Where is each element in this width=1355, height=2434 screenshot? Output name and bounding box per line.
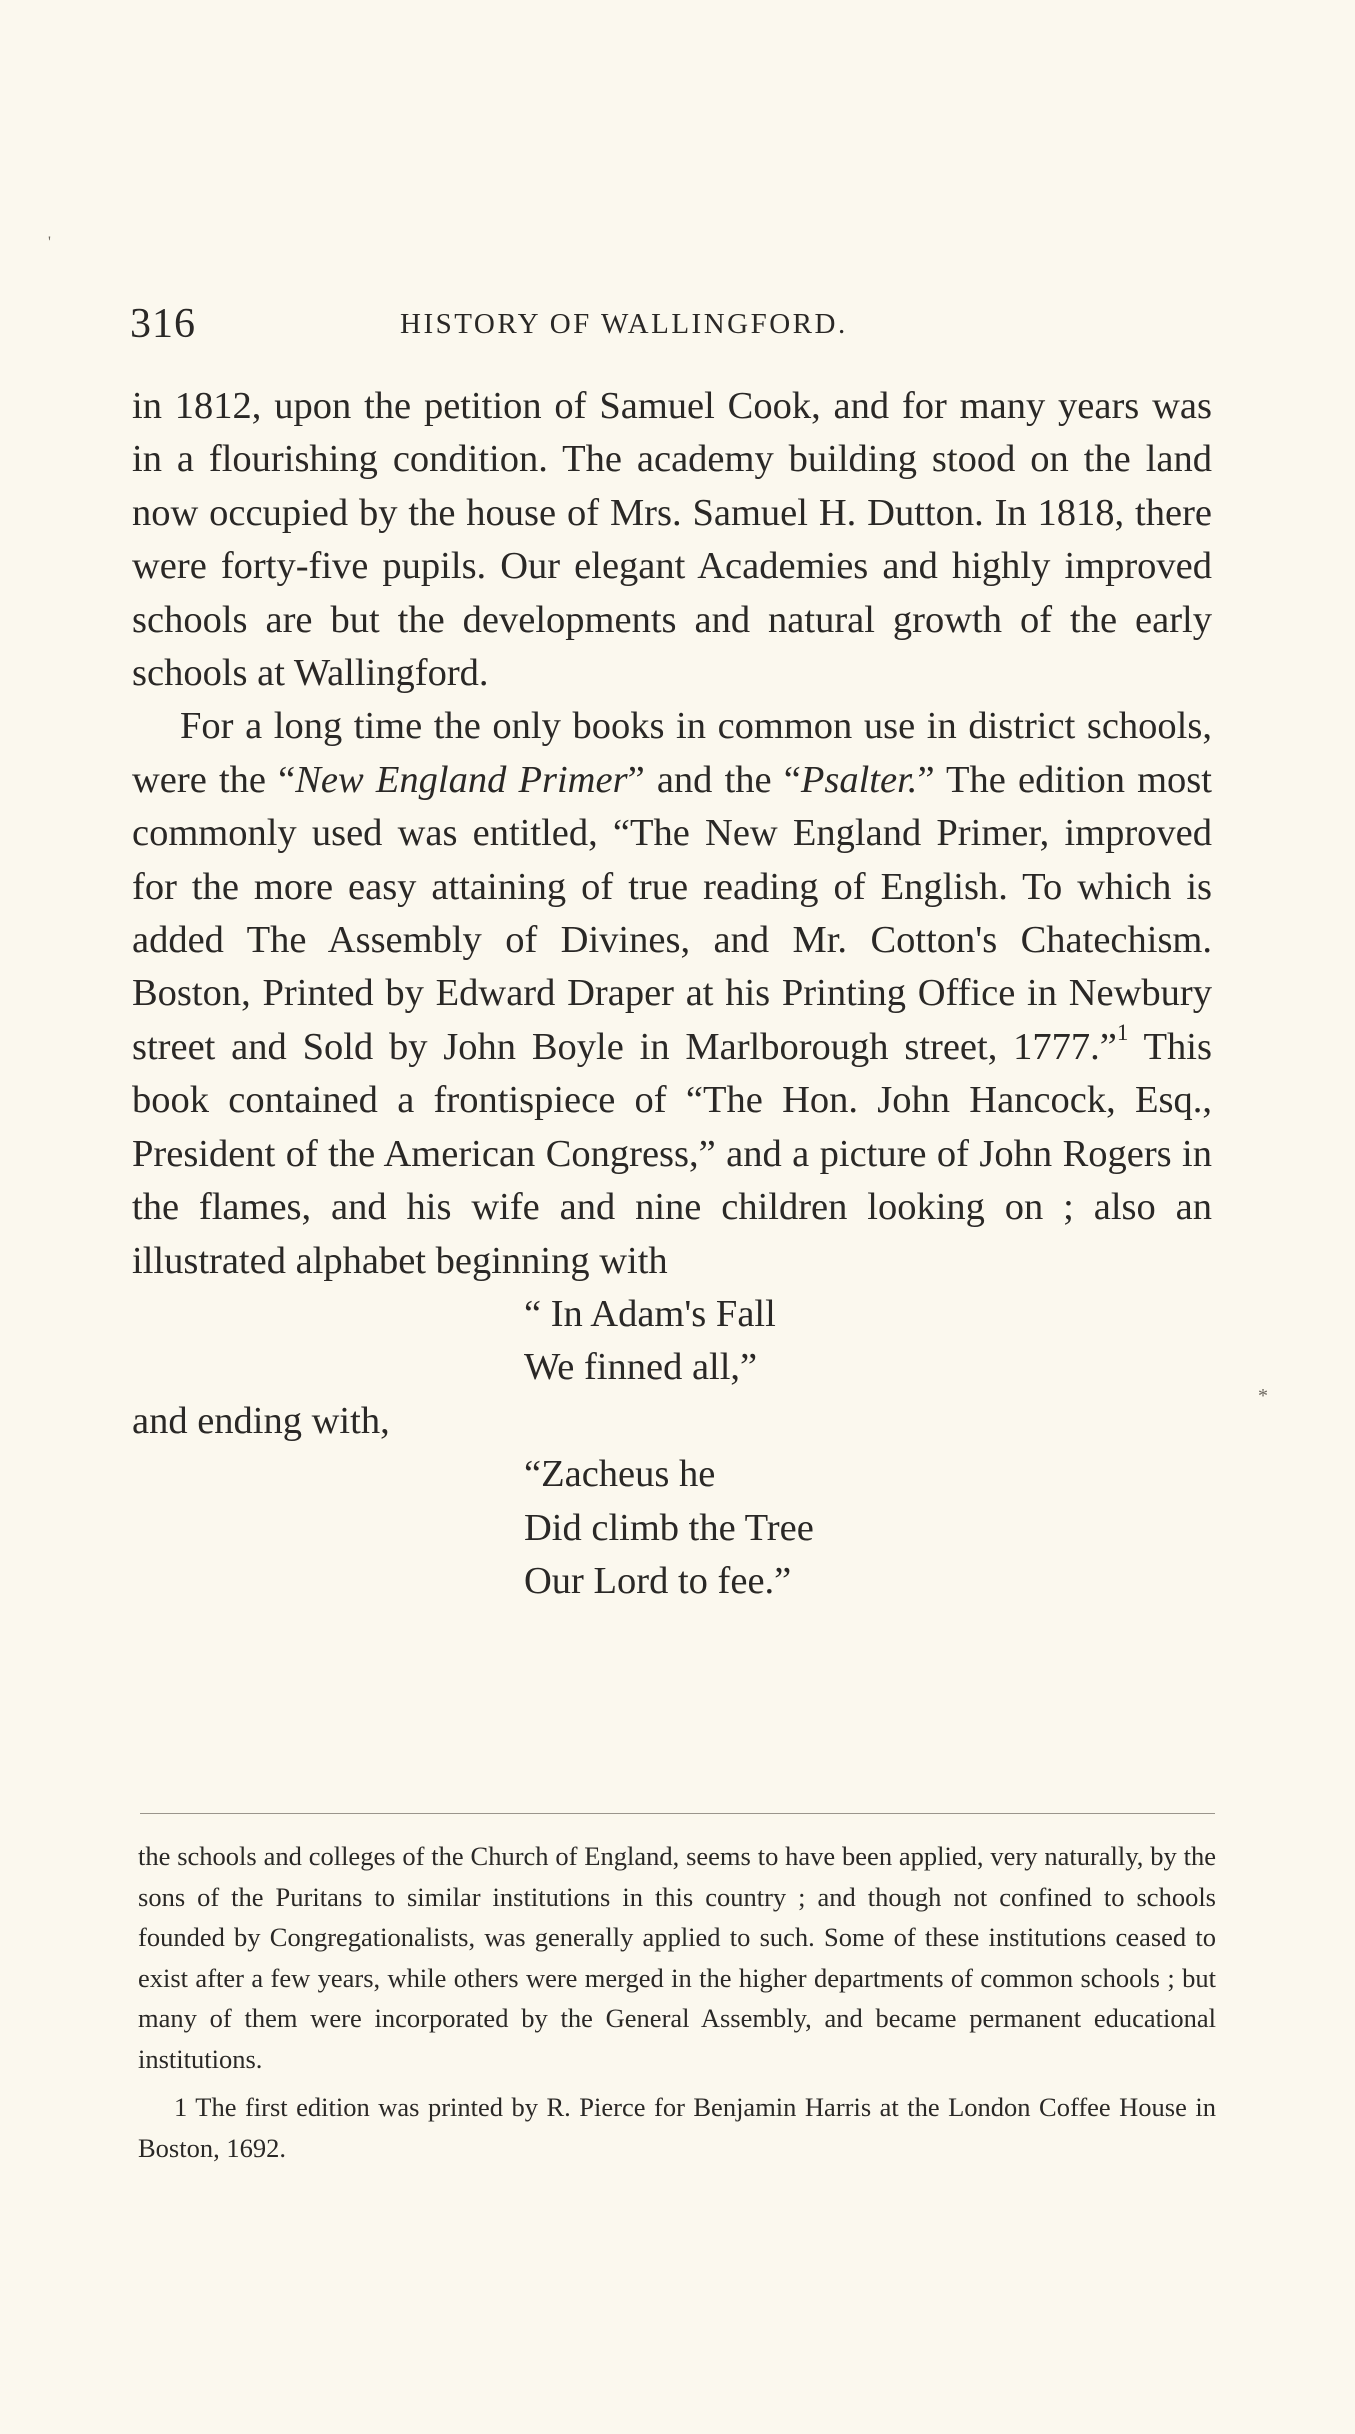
connector-text: and ending with, — [132, 1399, 390, 1442]
verse-line: “Zacheus he — [524, 1453, 716, 1496]
text-segment: ” and the “ — [627, 758, 801, 801]
verse-line: Did climb the Tree — [524, 1506, 814, 1549]
footnote-continued: the schools and colleges of the Church of England, seems to have been applied, very naturally, by the sons of the Puritans to similar institutions in this country ; and though not confined to schools founded by Congregationalists, was generally applied to such. Some of these institutions ceased to exist after a few years, while others were merged in the higher departments of common schools ; but many of them were incorporated by the General Assembly, and became permanent educational institutions. — [138, 1841, 1216, 2074]
verse-line: Our Lord to fee.” — [524, 1559, 792, 1602]
page-number: 316 — [130, 301, 196, 347]
margin-mark-left: ' — [48, 234, 51, 251]
book-title-primer: New England Primer — [295, 758, 628, 801]
text-segment: ” The edition most commonly used was entitled, “The New England Primer, improved for the more easy attaining of true reading of English. To which is added The Assembly of Divines, and Mr. Cotton's Chatechism. Boston, Printed by Edward Draper at his Printing Office in Newbury street and Sold by John Boyle in Marlborough street, 1777.” — [132, 758, 1212, 1068]
paragraph-schoolbooks — [132, 700, 1212, 1287]
verse-zacheus — [132, 1448, 1212, 1608]
page-header — [130, 300, 1210, 350]
verse-line: “ In Adam's Fall — [524, 1292, 776, 1335]
text-segment: This book contained a frontispiece of “The Hon. John Hancock, Esq., President of the American Congress,” and a picture of John Rogers in the flames, and his wife and nine children looking on ; also an illustrated alphabet beginning with — [132, 1025, 1212, 1282]
footnote-reference: 1 — [1116, 1018, 1129, 1045]
body-text — [132, 380, 1212, 1608]
book-title-psalter: Psalter. — [800, 758, 918, 801]
footnote-1: 1 The first edition was printed by R. Pierce for Benjamin Harris at the London Coffee House in Boston, 1692. — [138, 2092, 1216, 2163]
running-head: HISTORY OF WALLINGFORD. — [400, 308, 848, 340]
verse-line: We finned all,” — [524, 1346, 758, 1389]
text-segment: For a long time the only books in common use in district schools, were the “ — [132, 705, 1212, 801]
margin-mark-right: * — [1258, 1385, 1268, 1407]
footnote-divider — [140, 1813, 1215, 1814]
paragraph-academy: in 1812, upon the petition of Samuel Cook, and for many years was in a flourishing condition. The academy building stood on the land now occupied by the house of Mrs. Samuel H. Dutton. In 1818, there were forty-five pupils. Our elegant Academies and highly improved schools are but the developments and natural growth of the early schools at Wallingford. — [132, 385, 1212, 695]
footnotes — [138, 1836, 1216, 2168]
verse-adam — [132, 1288, 1212, 1395]
